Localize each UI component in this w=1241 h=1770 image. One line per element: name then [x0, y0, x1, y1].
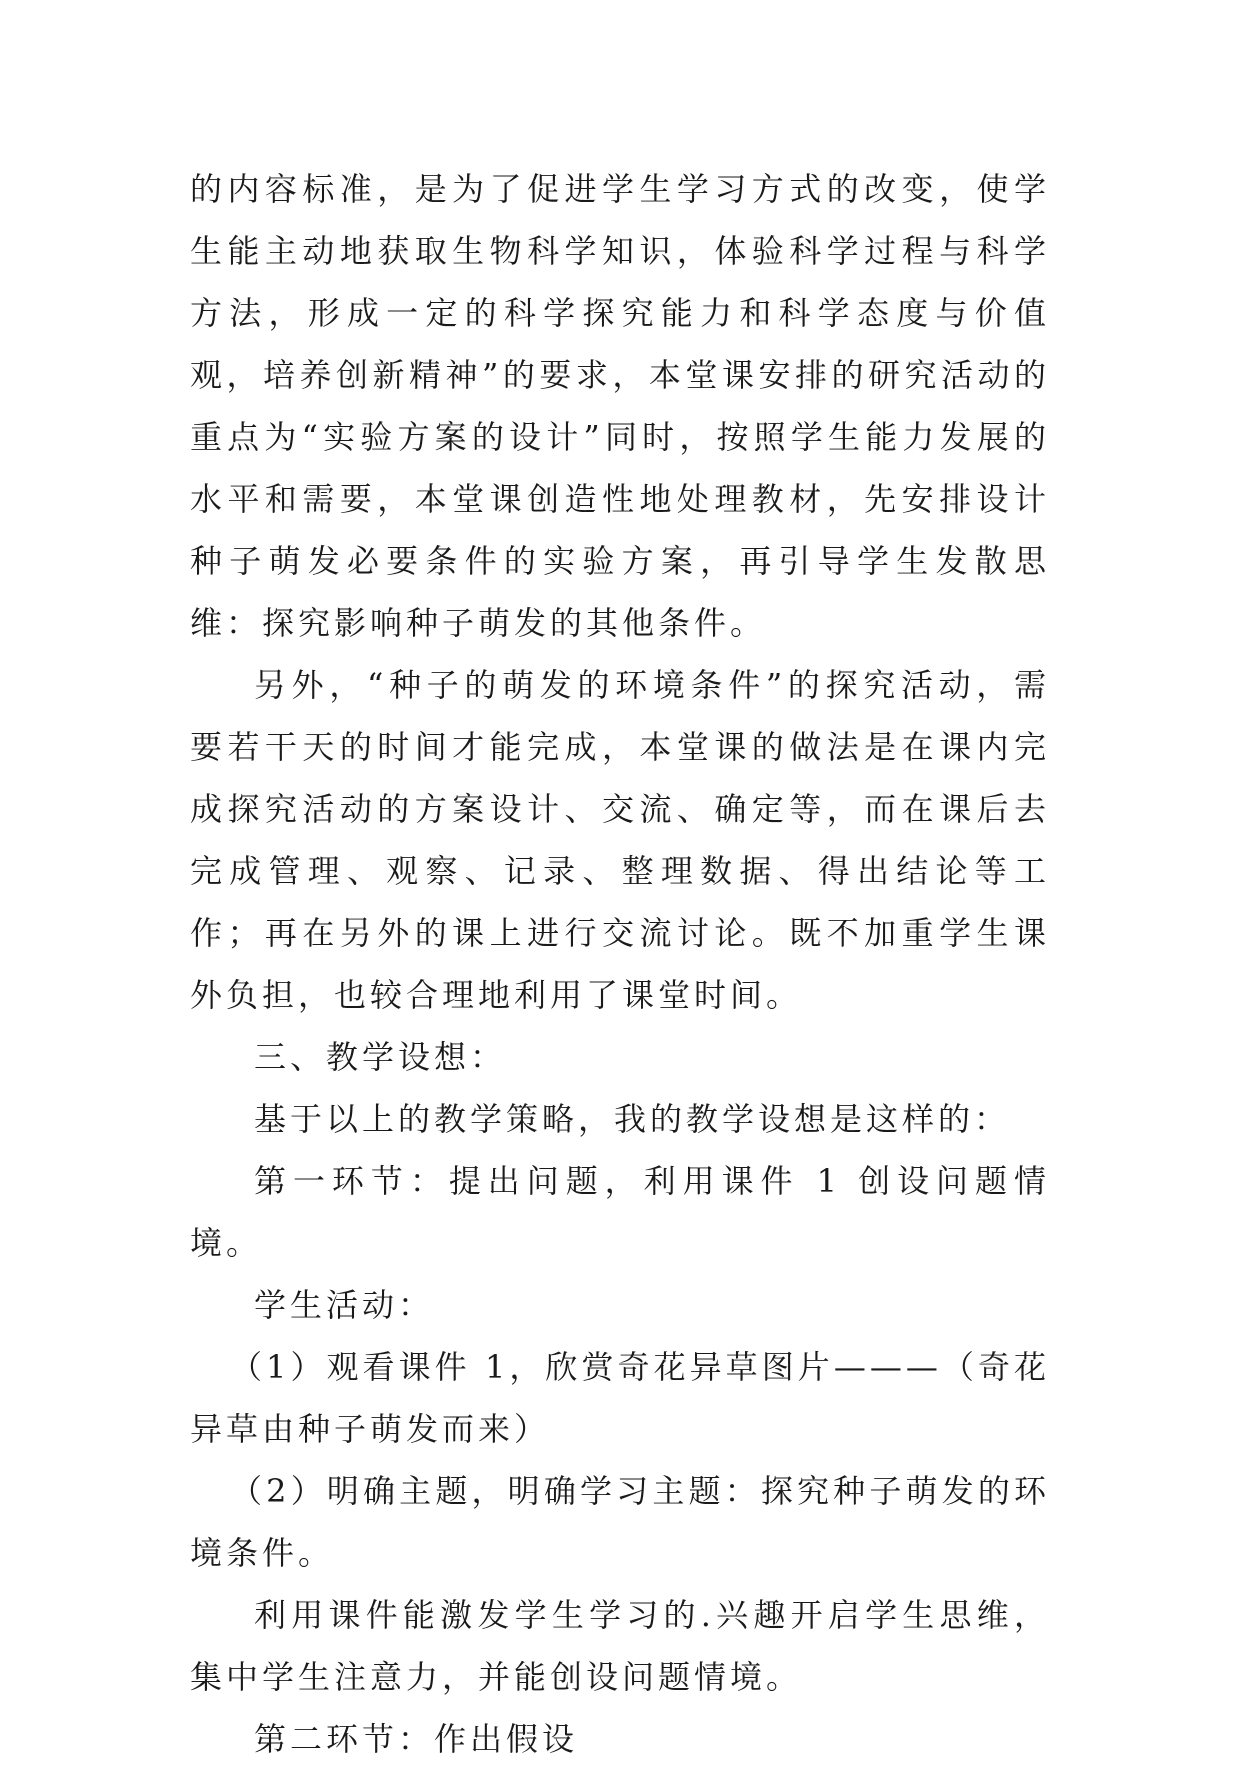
- paragraph-step-one: 第一环节：提出问题，利用课件 1 创设问题情境。: [190, 1162, 1050, 1262]
- paragraph-courseware-benefit: 利用课件能激发学生学习的.兴趣开启学生思维，集中学生注意力，并能创设问题情境。: [190, 1596, 1050, 1696]
- paragraph-continuation: 的内容标准，是为了促进学生学习方式的改变，使学生能主动地获取生物科学知识，体验科学过程与科学方法，形成一定的科学探究能力和科学态度与价值观，培养创新精神”的要求，本堂课安排的研究活动的重点为“实验方案的设计”同时，按照学生能力发展的水平和需要，本堂课创造性地处理教材，先安排设计种子萌发必要条件的实验方案，再引导学生发散思维：探究影响种子萌发的其他条件。: [190, 170, 1050, 642]
- paragraph-teaching-idea-intro: 基于以上的教学策略，我的教学设想是这样的：: [254, 1100, 1011, 1138]
- paragraph-activity-item-1: （1）观看课件 1，欣赏奇花异草图片———（奇花异草由种子萌发而来）: [190, 1348, 1050, 1448]
- paragraph-step-two: 第二环节：作出假设: [254, 1720, 579, 1758]
- paragraph-student-activity: 学生活动：: [254, 1286, 435, 1324]
- paragraph-activity-timing: 另外，“种子的萌发的环境条件”的探究活动，需要若干天的时间才能完成，本堂课的做法是在课内完成探究活动的方案设计、交流、确定等，而在课后去完成管理、观察、记录、整理数据、得出结论等工作；再在另外的课上进行交流讨论。既不加重学生课外负担，也较合理地利用了课堂时间。: [190, 666, 1050, 1014]
- paragraph-activity-item-2: （2）明确主题，明确学习主题：探究种子萌发的环境条件。: [190, 1472, 1050, 1572]
- section-heading-teaching-idea: 三、教学设想：: [254, 1038, 507, 1076]
- document-body: [190, 158, 1050, 1770]
